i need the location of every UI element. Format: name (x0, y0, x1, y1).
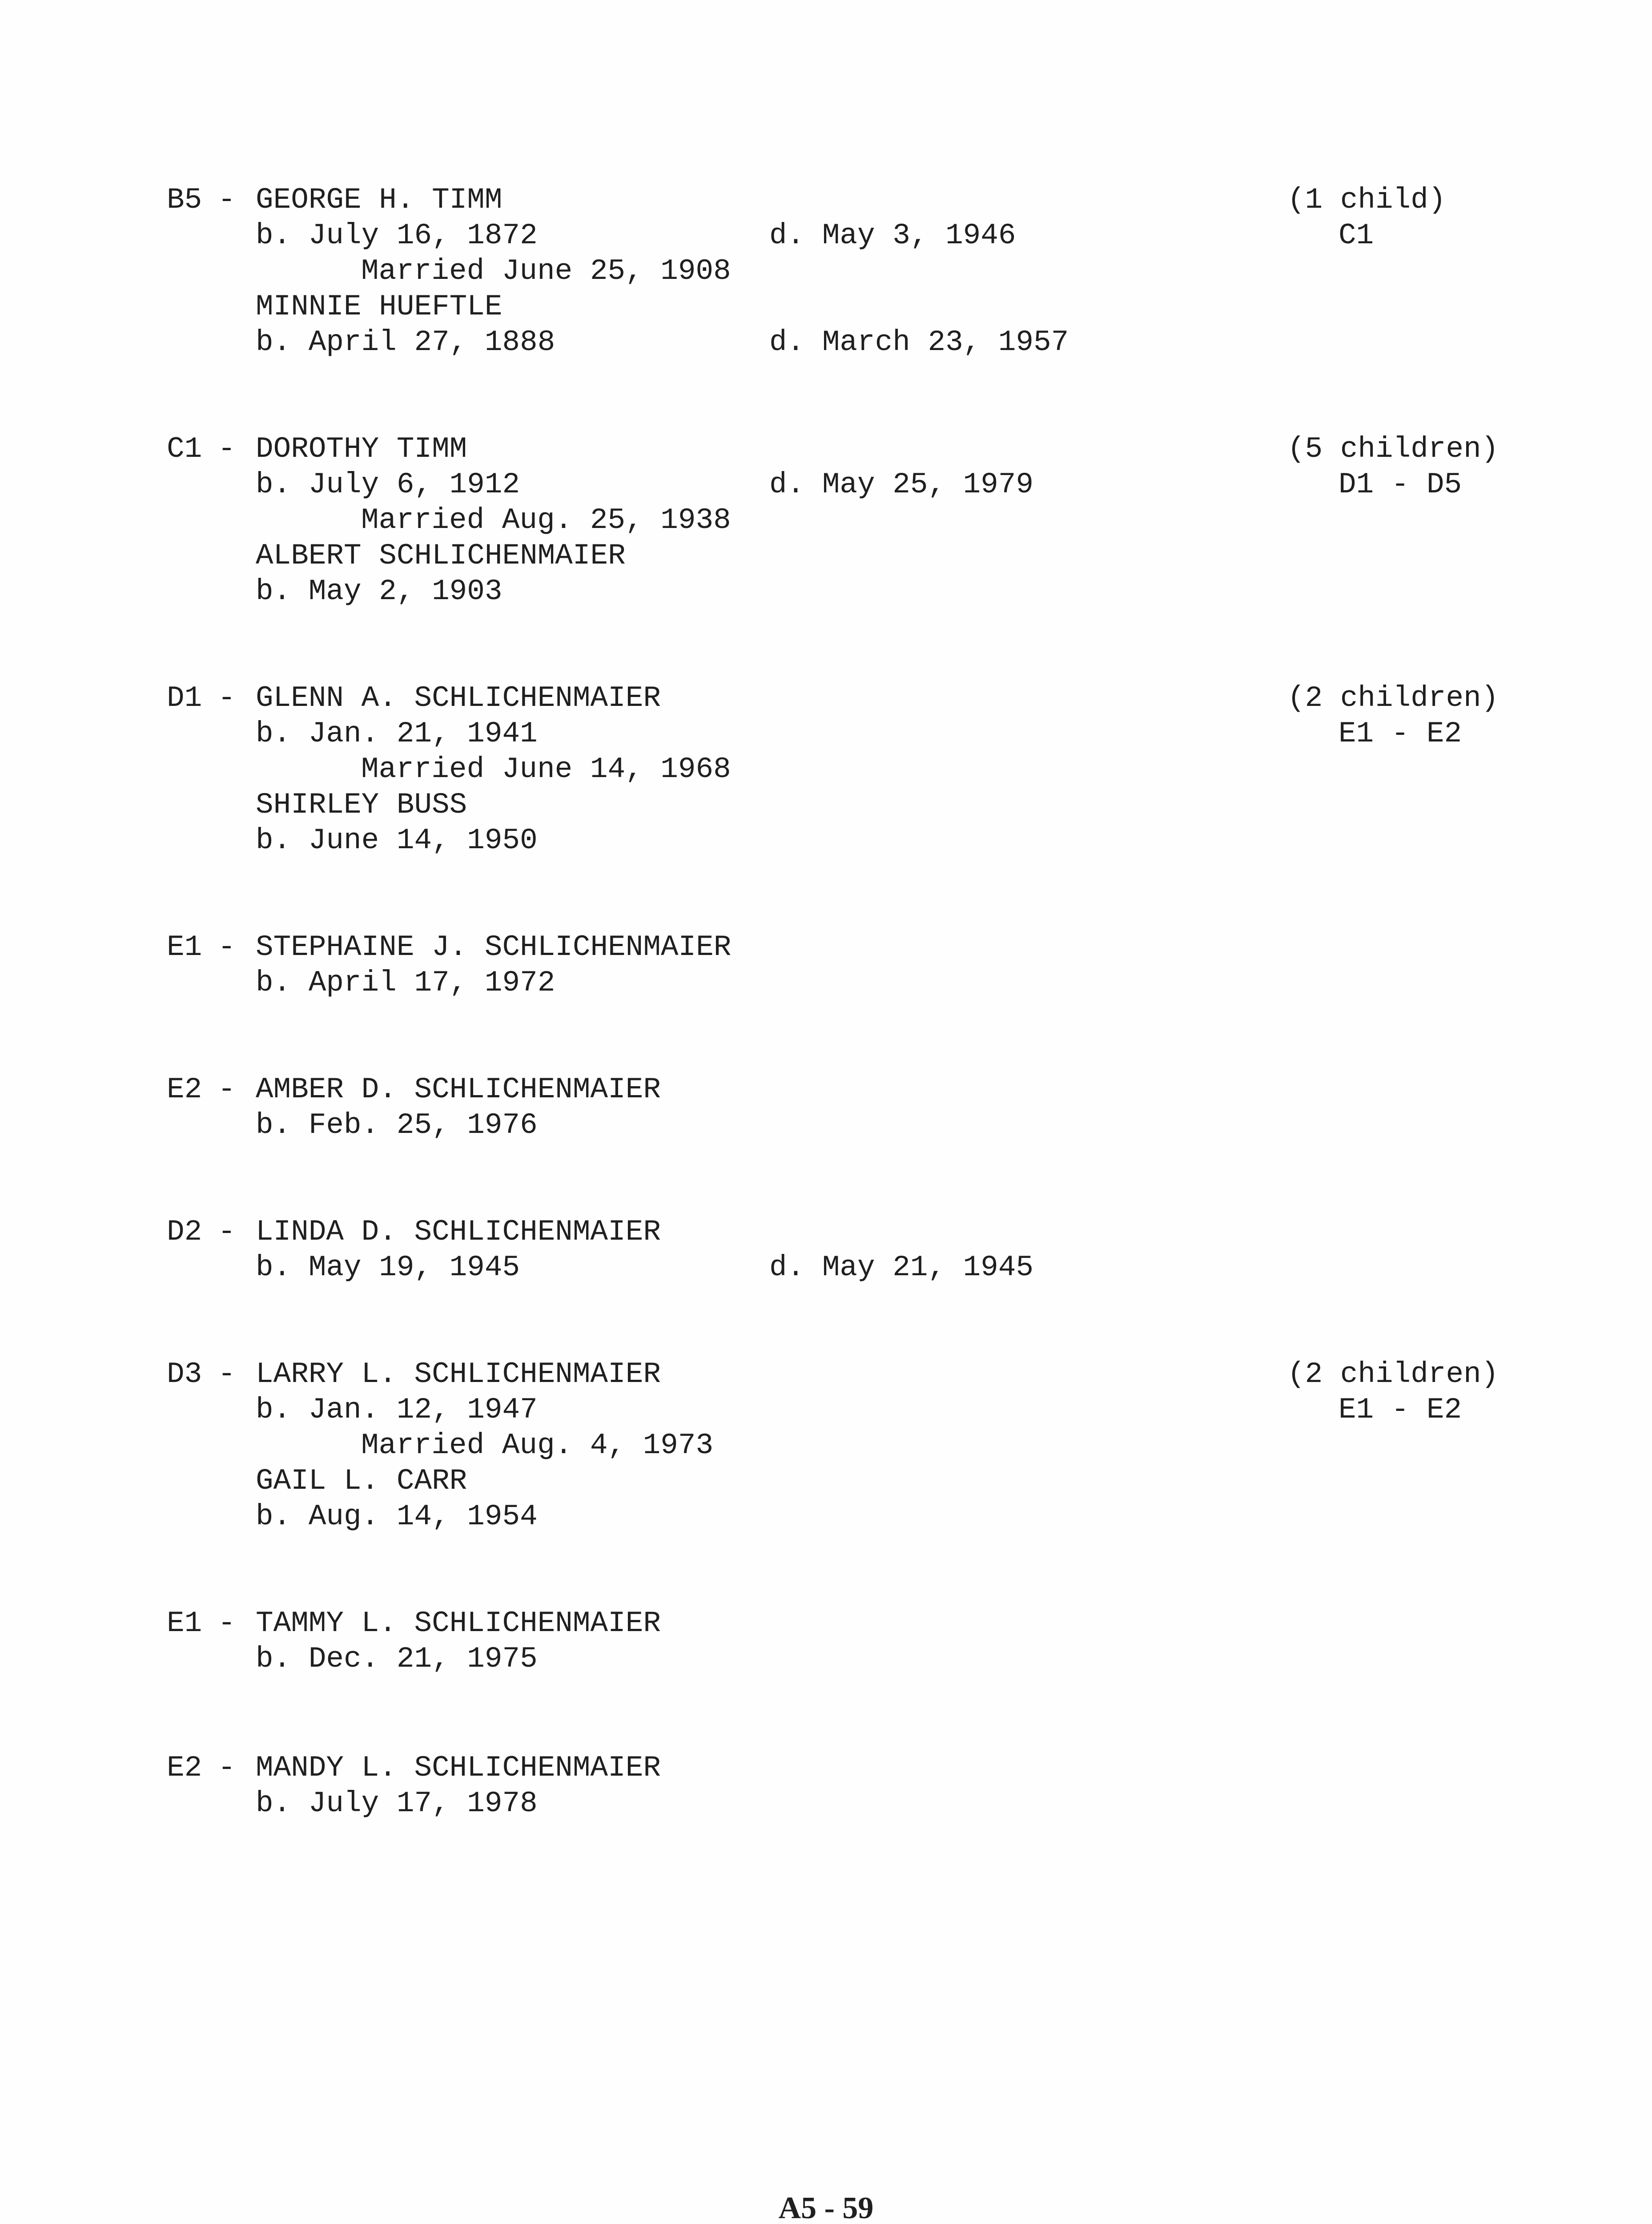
page-number: A5 - 59 (778, 2191, 874, 2224)
person-name: GEORGE H. TIMM (256, 183, 502, 217)
spouse-name: GAIL L. CARR (256, 1464, 467, 1498)
entry-id: E1 (167, 931, 202, 964)
spouse-name: ALBERT SCHLICHENMAIER (256, 539, 626, 572)
birth-date: b. July 16, 1872 (256, 219, 538, 252)
spouse-birth-date: b. June 14, 1950 (256, 824, 538, 857)
spouse-birth-date: b. Aug. 14, 1954 (256, 1500, 538, 1533)
marriage-date: Married Aug. 25, 1938 (361, 504, 731, 537)
spouse-birth-date: b. April 27, 1888 (256, 326, 555, 359)
death-date: d. May 21, 1945 (769, 1251, 1034, 1284)
entry-id: E2 (167, 1751, 202, 1785)
entry-dash: - (218, 1607, 236, 1640)
birth-date: b. May 19, 1945 (256, 1251, 520, 1284)
person-name: LARRY L. SCHLICHENMAIER (256, 1358, 661, 1391)
death-date: d. May 3, 1946 (769, 219, 1016, 252)
entry-dash: - (218, 1751, 236, 1785)
children-count: (1 child) (1287, 183, 1446, 217)
spouse-birth-date: b. May 2, 1903 (256, 575, 502, 608)
birth-date: b. Feb. 25, 1976 (256, 1108, 538, 1142)
entry-id: B5 (167, 183, 202, 217)
entry-id: E1 (167, 1607, 202, 1640)
birth-date: b. April 17, 1972 (256, 966, 555, 999)
entry-id: D2 (167, 1215, 202, 1249)
entry-id: E2 (167, 1073, 202, 1106)
birth-date: b. July 17, 1978 (256, 1787, 538, 1820)
entry-dash: - (218, 1073, 236, 1106)
person-name: STEPHAINE J. SCHLICHENMAIER (256, 931, 732, 964)
children-range: E1 - E2 (1338, 1393, 1462, 1426)
person-name: MANDY L. SCHLICHENMAIER (256, 1751, 661, 1785)
entry-id: D3 (167, 1358, 202, 1391)
spouse-name: MINNIE HUEFTLE (256, 290, 502, 323)
marriage-date: Married Aug. 4, 1973 (361, 1429, 714, 1462)
entry-dash: - (218, 432, 236, 466)
person-name: LINDA D. SCHLICHENMAIER (256, 1215, 661, 1249)
person-name: DOROTHY TIMM (256, 432, 467, 466)
entry-dash: - (218, 931, 236, 964)
entry-dash: - (218, 1215, 236, 1249)
birth-date: b. Dec. 21, 1975 (256, 1642, 538, 1676)
birth-date: b. Jan. 12, 1947 (256, 1393, 538, 1426)
marriage-date: Married June 25, 1908 (361, 254, 731, 288)
children-range: D1 - D5 (1338, 468, 1462, 501)
entry-dash: - (218, 1358, 236, 1391)
person-name: TAMMY L. SCHLICHENMAIER (256, 1607, 661, 1640)
person-name: AMBER D. SCHLICHENMAIER (256, 1073, 661, 1106)
entry-id: D1 (167, 681, 202, 715)
entry-dash: - (218, 681, 236, 715)
children-count: (2 children) (1287, 681, 1499, 715)
spouse-death-date: d. March 23, 1957 (769, 326, 1069, 359)
marriage-date: Married June 14, 1968 (361, 753, 731, 786)
entry-id: C1 (167, 432, 202, 466)
children-range: E1 - E2 (1338, 717, 1462, 750)
birth-date: b. Jan. 21, 1941 (256, 717, 538, 750)
person-name: GLENN A. SCHLICHENMAIER (256, 681, 661, 715)
children-range: C1 (1338, 219, 1374, 252)
children-count: (5 children) (1287, 432, 1499, 466)
birth-date: b. July 6, 1912 (256, 468, 520, 501)
death-date: d. May 25, 1979 (769, 468, 1034, 501)
spouse-name: SHIRLEY BUSS (256, 788, 467, 822)
entry-dash: - (218, 183, 236, 217)
children-count: (2 children) (1287, 1358, 1499, 1391)
